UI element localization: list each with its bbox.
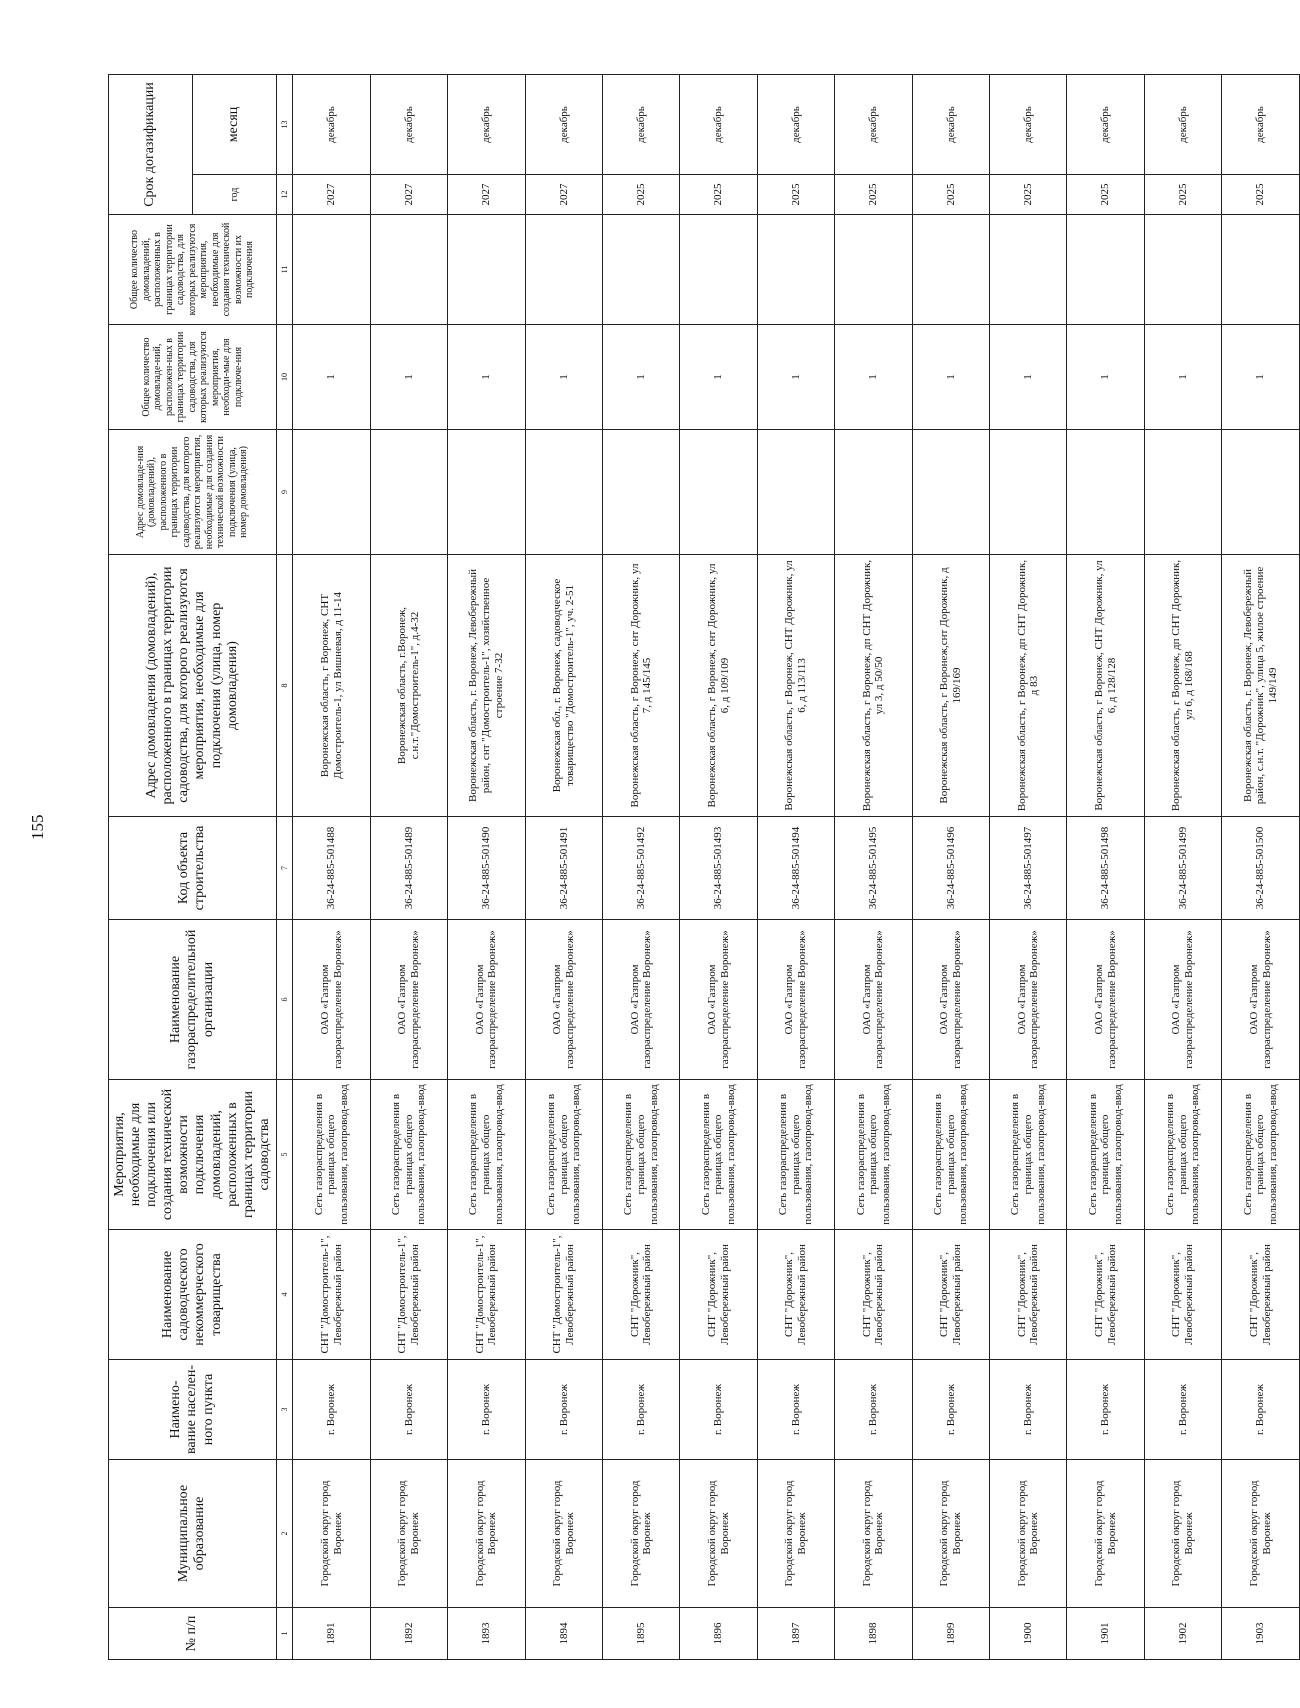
row-number: 1903 — [1222, 1608, 1299, 1660]
month-cell: декабрь — [1222, 75, 1299, 175]
address-capability-cell — [680, 430, 757, 555]
settlement-cell: г. Воронеж — [990, 1360, 1067, 1460]
header-activities: Мероприятия, необходимые для подключения или создания технической возможности подключения домовладений, расположенных в границах территории садоводства — [109, 1080, 277, 1230]
header-year: год — [192, 175, 276, 215]
col-number: 3 — [276, 1360, 292, 1460]
count-capability-cell — [990, 215, 1067, 325]
activities-cell: Сеть газораспределения в границах общего пользования, газопровод-ввод — [912, 1080, 989, 1230]
snt-cell: СНТ "Домостроитель-1", Левобережный район — [448, 1230, 525, 1360]
count-capability-cell — [370, 215, 447, 325]
count-connection-cell: 1 — [448, 325, 525, 430]
count-capability-cell — [680, 215, 757, 325]
gas-org-cell: ОАО «Газпром газораспределение Воронеж» — [1222, 920, 1299, 1080]
header-count-capability: Общее количество домовладений, расположенных в границах территории садоводства, для которых реализуются мероприятия, необходимые для создания технической возможности их подключения — [109, 215, 277, 325]
address-capability-cell — [525, 430, 602, 555]
settlement-cell: г. Воронеж — [912, 1360, 989, 1460]
table-row — [448, 75, 525, 1660]
snt-cell: СНТ "Дорожник", Левобережный район — [1222, 1230, 1299, 1360]
object-code-cell: 36-24-885-501497 — [990, 817, 1067, 920]
activities-cell: Сеть газораспределения в границах общего пользования, газопровод-ввод — [757, 1080, 834, 1230]
municipality-cell: Городской округ город Воронеж — [370, 1460, 447, 1608]
year-cell: 2027 — [293, 175, 370, 215]
address-connection-cell: Воронежская область, г Воронеж, дп СНТ Дорожник, ул 6, д 168/168 — [1144, 555, 1221, 817]
gasification-table — [108, 74, 1300, 1660]
count-capability-cell — [525, 215, 602, 325]
gas-org-cell: ОАО «Газпром газораспределение Воронеж» — [680, 920, 757, 1080]
address-connection-cell: Воронежская область, г.Воронеж, с.н.т."Домостроитель-1", д.4-32 — [370, 555, 447, 817]
activities-cell: Сеть газораспределения в границах общего пользования, газопровод-ввод — [1222, 1080, 1299, 1230]
month-cell: декабрь — [835, 75, 912, 175]
header-gas-org: Наименование газораспределительной организации — [109, 920, 277, 1080]
settlement-cell: г. Воронеж — [1144, 1360, 1221, 1460]
activities-cell: Сеть газораспределения в границах общего пользования, газопровод-ввод — [1144, 1080, 1221, 1230]
object-code-cell: 36-24-885-501489 — [370, 817, 447, 920]
address-connection-cell: Воронежская область, г. Воронеж, Левобережный район, снт "Домостроитель-1", хозяйственное строение 7-32 — [448, 555, 525, 817]
activities-cell: Сеть газораспределения в границах общего пользования, газопровод-ввод — [835, 1080, 912, 1230]
month-cell: декабрь — [1144, 75, 1221, 175]
table-row — [525, 75, 602, 1660]
month-cell: декабрь — [603, 75, 680, 175]
gas-org-cell: ОАО «Газпром газораспределение Воронеж» — [448, 920, 525, 1080]
row-number: 1897 — [757, 1608, 834, 1660]
address-capability-cell — [448, 430, 525, 555]
count-connection-cell: 1 — [1144, 325, 1221, 430]
address-connection-cell: Воронежская область, г Воронеж, дп СНТ Дорожник, ул 3, д 50/50 — [835, 555, 912, 817]
municipality-cell: Городской округ город Воронеж — [680, 1460, 757, 1608]
count-connection-cell: 1 — [1222, 325, 1299, 430]
year-cell: 2025 — [1144, 175, 1221, 215]
col-number: 10 — [276, 325, 292, 430]
table-row — [835, 75, 912, 1660]
count-connection-cell: 1 — [370, 325, 447, 430]
address-capability-cell — [293, 430, 370, 555]
gas-org-cell: ОАО «Газпром газораспределение Воронеж» — [603, 920, 680, 1080]
address-capability-cell — [990, 430, 1067, 555]
snt-cell: СНТ "Дорожник", Левобережный район — [1067, 1230, 1144, 1360]
count-connection-cell: 1 — [757, 325, 834, 430]
count-connection-cell: 1 — [912, 325, 989, 430]
address-connection-cell: Воронежская область, г. Воронеж, Левобережный район, с.н.т. "Дорожник", улица 5, жилое строение 149/149 — [1222, 555, 1299, 817]
address-connection-cell: Воронежская область, г Воронеж, дп СНТ Дорожник, д 83 — [990, 555, 1067, 817]
municipality-cell: Городской округ город Воронеж — [448, 1460, 525, 1608]
address-connection-cell: Воронежская область, г Воронеж, СНТ Домостроитель-1, ул Вишневая, д 11-14 — [293, 555, 370, 817]
row-number: 1894 — [525, 1608, 602, 1660]
year-cell: 2027 — [448, 175, 525, 215]
settlement-cell: г. Воронеж — [603, 1360, 680, 1460]
header-col-num: № п/п — [109, 1608, 277, 1660]
column-number-row — [276, 75, 292, 1660]
gas-org-cell: ОАО «Газпром газораспределение Воронеж» — [990, 920, 1067, 1080]
col-number: 5 — [276, 1080, 292, 1230]
col-number: 13 — [276, 75, 292, 175]
settlement-cell: г. Воронеж — [525, 1360, 602, 1460]
year-cell: 2025 — [990, 175, 1067, 215]
count-capability-cell — [1144, 215, 1221, 325]
object-code-cell: 36-24-885-501488 — [293, 817, 370, 920]
year-cell: 2025 — [912, 175, 989, 215]
settlement-cell: г. Воронеж — [448, 1360, 525, 1460]
address-connection-cell: Воронежская область, г Воронеж, СНТ Дорожник, ул 6, д 128/128 — [1067, 555, 1144, 817]
address-capability-cell — [1067, 430, 1144, 555]
settlement-cell: г. Воронеж — [757, 1360, 834, 1460]
year-cell: 2025 — [757, 175, 834, 215]
municipality-cell: Городской округ город Воронеж — [757, 1460, 834, 1608]
month-cell: декабрь — [370, 75, 447, 175]
row-number: 1898 — [835, 1608, 912, 1660]
gas-org-cell: ОАО «Газпром газораспределение Воронеж» — [370, 920, 447, 1080]
municipality-cell: Городской округ город Воронеж — [912, 1460, 989, 1608]
count-connection-cell: 1 — [680, 325, 757, 430]
snt-cell: СНТ "Домостроитель-1", Левобережный район — [370, 1230, 447, 1360]
snt-cell: СНТ "Дорожник", Левобережный район — [1144, 1230, 1221, 1360]
col-number: 2 — [276, 1460, 292, 1608]
address-capability-cell — [757, 430, 834, 555]
activities-cell: Сеть газораспределения в границах общего пользования, газопровод-ввод — [1067, 1080, 1144, 1230]
activities-cell: Сеть газораспределения в границах общего пользования, газопровод-ввод — [448, 1080, 525, 1230]
object-code-cell: 36-24-885-501498 — [1067, 817, 1144, 920]
gas-org-cell: ОАО «Газпром газораспределение Воронеж» — [293, 920, 370, 1080]
header-row — [109, 75, 193, 1660]
municipality-cell: Городской округ город Воронеж — [525, 1460, 602, 1608]
col-number: 7 — [276, 817, 292, 920]
settlement-cell: г. Воронеж — [370, 1360, 447, 1460]
address-connection-cell: Воронежская область, г Воронеж, СНТ Дорожник, ул 6, д 113/113 — [757, 555, 834, 817]
header-address-connection: Адрес домовладения (домовладений), расположенного в границах территории садоводства, для которого реализуются мероприятия, необходимые для подключения (улица, номер домовладения) — [109, 555, 277, 817]
address-capability-cell — [370, 430, 447, 555]
table-row — [1067, 75, 1144, 1660]
count-connection-cell: 1 — [990, 325, 1067, 430]
col-number: 12 — [276, 175, 292, 215]
count-capability-cell — [293, 215, 370, 325]
activities-cell: Сеть газораспределения в границах общего пользования, газопровод-ввод — [603, 1080, 680, 1230]
count-capability-cell — [448, 215, 525, 325]
settlement-cell: г. Воронеж — [680, 1360, 757, 1460]
row-number: 1892 — [370, 1608, 447, 1660]
address-capability-cell — [1222, 430, 1299, 555]
month-cell: декабрь — [1067, 75, 1144, 175]
month-cell: декабрь — [293, 75, 370, 175]
month-cell: декабрь — [448, 75, 525, 175]
snt-cell: СНТ "Дорожник", Левобережный район — [757, 1230, 834, 1360]
municipality-cell: Городской округ город Воронеж — [1067, 1460, 1144, 1608]
object-code-cell: 36-24-885-501494 — [757, 817, 834, 920]
year-cell: 2025 — [835, 175, 912, 215]
count-capability-cell — [603, 215, 680, 325]
row-number: 1896 — [680, 1608, 757, 1660]
year-cell: 2027 — [525, 175, 602, 215]
object-code-cell: 36-24-885-501490 — [448, 817, 525, 920]
header-address-capability: Адрес домовладе-ния (домовладений), расположенного в границах территории садоводства, для которого реализуются мероприятия, необходимые для создания технической возможности подключения (улица, номер домовладения) — [109, 430, 277, 555]
snt-cell: СНТ "Дорожник", Левобережный район — [603, 1230, 680, 1360]
count-connection-cell: 1 — [835, 325, 912, 430]
header-count-connection: Общее количество домовладе-ний, расположен-ных в границах территории садоводства, для которых реализуются мероприятия, необходи-мые для подключе-ния — [109, 325, 277, 430]
col-number: 9 — [276, 430, 292, 555]
object-code-cell: 36-24-885-501492 — [603, 817, 680, 920]
count-connection-cell: 1 — [525, 325, 602, 430]
municipality-cell: Городской округ город Воронеж — [835, 1460, 912, 1608]
settlement-cell: г. Воронеж — [293, 1360, 370, 1460]
object-code-cell: 36-24-885-501500 — [1222, 817, 1299, 920]
activities-cell: Сеть газораспределения в границах общего пользования, газопровод-ввод — [525, 1080, 602, 1230]
count-connection-cell: 1 — [293, 325, 370, 430]
address-capability-cell — [835, 430, 912, 555]
activities-cell: Сеть газораспределения в границах общего пользования, газопровод-ввод — [990, 1080, 1067, 1230]
snt-cell: СНТ "Дорожник", Левобережный район — [835, 1230, 912, 1360]
month-cell: декабрь — [990, 75, 1067, 175]
year-cell: 2025 — [603, 175, 680, 215]
address-connection-cell: Воронежская область, г Воронеж, снт Дорожник, ул 7, д 145/145 — [603, 555, 680, 817]
count-capability-cell — [1222, 215, 1299, 325]
count-capability-cell — [757, 215, 834, 325]
row-number: 1891 — [293, 1608, 370, 1660]
header-object-code: Код объекта строительства — [109, 817, 277, 920]
municipality-cell: Городской округ город Воронеж — [1144, 1460, 1221, 1608]
object-code-cell: 36-24-885-501499 — [1144, 817, 1221, 920]
object-code-cell: 36-24-885-501496 — [912, 817, 989, 920]
gas-org-cell: ОАО «Газпром газораспределение Воронеж» — [912, 920, 989, 1080]
header-snt: Наименование садоводческого некоммерческого товарищества — [109, 1230, 277, 1360]
month-cell: декабрь — [757, 75, 834, 175]
municipality-cell: Городской округ город Воронеж — [293, 1460, 370, 1608]
table-row — [757, 75, 834, 1660]
address-capability-cell — [912, 430, 989, 555]
snt-cell: СНТ "Домостроитель-1", Левобережный район — [525, 1230, 602, 1360]
municipality-cell: Городской округ город Воронеж — [603, 1460, 680, 1608]
header-municipality: Муниципальное образование — [109, 1460, 277, 1608]
table-row — [293, 75, 370, 1660]
col-number: 11 — [276, 215, 292, 325]
table-row — [912, 75, 989, 1660]
month-cell: декабрь — [525, 75, 602, 175]
table-row — [990, 75, 1067, 1660]
address-connection-cell: Воронежская область, г Воронеж,снт Дорожник, д 169/169 — [912, 555, 989, 817]
year-cell: 2027 — [370, 175, 447, 215]
gas-org-cell: ОАО «Газпром газораспределение Воронеж» — [1067, 920, 1144, 1080]
address-connection-cell: Воронежская обл., г. Воронеж, садоводческое товарищество "Домостроитель-1", уч. 2-51 — [525, 555, 602, 817]
count-connection-cell: 1 — [603, 325, 680, 430]
gas-org-cell: ОАО «Газпром газораспределение Воронеж» — [835, 920, 912, 1080]
municipality-cell: Городской округ город Воронеж — [1222, 1460, 1299, 1608]
gas-org-cell: ОАО «Газпром газораспределение Воронеж» — [1144, 920, 1221, 1080]
object-code-cell: 36-24-885-501493 — [680, 817, 757, 920]
settlement-cell: г. Воронеж — [835, 1360, 912, 1460]
row-number: 1900 — [990, 1608, 1067, 1660]
count-capability-cell — [912, 215, 989, 325]
settlement-cell: г. Воронеж — [1067, 1360, 1144, 1460]
activities-cell: Сеть газораспределения в границах общего пользования, газопровод-ввод — [680, 1080, 757, 1230]
month-cell: декабрь — [912, 75, 989, 175]
row-number: 1901 — [1067, 1608, 1144, 1660]
gas-org-cell: ОАО «Газпром газораспределение Воронеж» — [757, 920, 834, 1080]
snt-cell: СНТ "Дорожник", Левобережный район — [990, 1230, 1067, 1360]
row-number: 1893 — [448, 1608, 525, 1660]
table-row — [680, 75, 757, 1660]
year-cell: 2025 — [1222, 175, 1299, 215]
snt-cell: СНТ "Дорожник", Левобережный район — [912, 1230, 989, 1360]
header-settlement: Наимено-вание населен-ного пункта — [109, 1360, 277, 1460]
snt-cell: СНТ "Домостроитель-1", Левобережный район — [293, 1230, 370, 1360]
page-number: 155 — [28, 814, 47, 840]
object-code-cell: 36-24-885-501491 — [525, 817, 602, 920]
col-number: 1 — [276, 1608, 292, 1660]
count-capability-cell — [1067, 215, 1144, 325]
activities-cell: Сеть газораспределения в границах общего пользования, газопровод-ввод — [370, 1080, 447, 1230]
count-connection-cell: 1 — [1067, 325, 1144, 430]
table-row — [1222, 75, 1299, 1660]
municipality-cell: Городской округ город Воронеж — [990, 1460, 1067, 1608]
header-deadline: Срок догазификации — [109, 75, 193, 215]
rotated-table-container — [108, 75, 1279, 1660]
year-cell: 2025 — [1067, 175, 1144, 215]
year-cell: 2025 — [680, 175, 757, 215]
table-row — [1144, 75, 1221, 1660]
table-row — [603, 75, 680, 1660]
settlement-cell: г. Воронеж — [1222, 1360, 1299, 1460]
gas-org-cell: ОАО «Газпром газораспределение Воронеж» — [525, 920, 602, 1080]
address-connection-cell: Воронежская область, г Воронеж, снт Дорожник, ул 6, д 109/109 — [680, 555, 757, 817]
row-number: 1895 — [603, 1608, 680, 1660]
row-number: 1902 — [1144, 1608, 1221, 1660]
object-code-cell: 36-24-885-501495 — [835, 817, 912, 920]
count-capability-cell — [835, 215, 912, 325]
col-number: 8 — [276, 555, 292, 817]
address-capability-cell — [603, 430, 680, 555]
activities-cell: Сеть газораспределения в границах общего пользования, газопровод-ввод — [293, 1080, 370, 1230]
month-cell: декабрь — [680, 75, 757, 175]
header-month: месяц — [192, 75, 276, 175]
col-number: 6 — [276, 920, 292, 1080]
address-capability-cell — [1144, 430, 1221, 555]
table-row — [370, 75, 447, 1660]
snt-cell: СНТ "Дорожник", Левобережный район — [680, 1230, 757, 1360]
row-number: 1899 — [912, 1608, 989, 1660]
col-number: 4 — [276, 1230, 292, 1360]
